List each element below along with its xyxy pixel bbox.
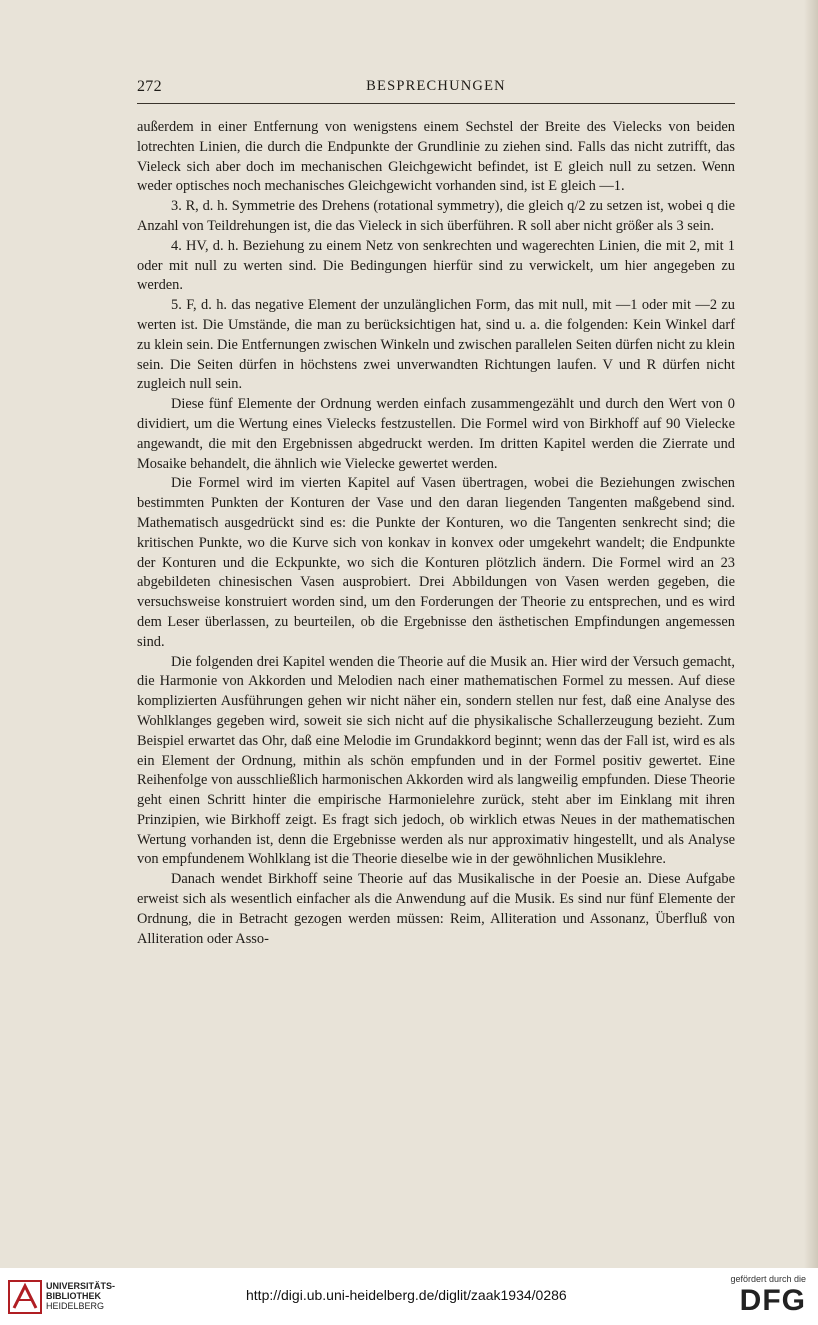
paragraph: Danach wendet Birkhoff seine Theorie auf das Musikalische in der Poesie an. Diese Aufgabe erweist sich als wesentlich einfacher als die Anwendung auf die Musik. Es sind nur fünf Elemente der Ordnung, die in Betracht gezogen werden müssen: Reim, Alliteration und Assonanz, Überfluß von Alliteration oder Asso- (137, 871, 735, 947)
library-line-1: UNIVERSITÄTS- (46, 1281, 116, 1291)
paragraph: 5. F, d. h. das negative Element der unzulänglichen Form, das mit null, mit —1 oder mit —2 zu werten ist. Die Umstände, die man zu berücksichtigen hat, sind u. a. die folgenden: Kein Winkel darf zu klein sein. Die Entfernungen zwischen Winkeln und zwischen parallelen Seiten dürfen nicht zu klein sein. Die Seiten dürfen in höchstens zwei unverwandten Richtungen laufen. V und R dürfen nicht zugleich null sein. (137, 297, 735, 393)
header-rule (137, 103, 735, 104)
page-edge-shadow (804, 0, 818, 1268)
library-logo-icon (8, 1280, 42, 1314)
running-title: BESPRECHUNGEN (366, 78, 506, 94)
paragraph: 4. HV, d. h. Beziehung zu einem Netz von senkrechten und wagerechten Linien, die mit 2, mit 1 oder mit null zu werten sind. Die Bedingungen hierfür sind zu verwickelt, um hier angegeben zu werden. (137, 237, 735, 294)
library-line-3: HEIDELBERG (46, 1301, 105, 1311)
funding-note: gefördert durch die (730, 1274, 806, 1284)
page-number: 272 (137, 78, 162, 95)
funder-block (720, 1274, 806, 1316)
page-header (137, 78, 735, 102)
library-line-2: BIBLIOTHEK (46, 1291, 101, 1301)
viewer-footer (0, 1268, 818, 1325)
permalink[interactable]: http://digi.ub.uni-heidelberg.de/diglit/zaak1934/0286 (246, 1287, 567, 1303)
paragraph: Die Formel wird im vierten Kapitel auf Vasen übertragen, wobei die Beziehungen zwischen bestimmten Punkten der Konturen der Vase und den daran liegenden Tangenten maßgebend sind. Mathematisch ausgedrückt sind es: die Punkte der Konturen, wo die Tangenten senkrecht sind; die kritischen Punkte, wo die Kurve sich von konkav in konvex oder umgekehrt wandelt; die Endpunkte der Konturen und die Eckpunkte, wo sich die Konturen plötzlich ändern. Die Formel wird an 23 abgebildeten chinesischen Vasen ausprobiert. Drei Abbildungen von Vasen werden gegeben, die versuchsweise konstruiert worden sind, um den Forderungen der Theorie zu entsprechen, und es wird dem Leser überlassen, zu beurteilen, ob die Ergebnisse den ästhetischen Empfindungen angemessen sind. (137, 475, 735, 650)
library-name (46, 1281, 115, 1311)
paragraph: außerdem in einer Entfernung von wenigstens einem Sechstel der Breite des Vielecks von beiden lotrechten Linien, die durch die Endpunkte der Grundlinie zu ziehen sind. Falls das nicht zutrifft, das Vieleck sich aber doch im mechanischen Gleichgewicht befindet, ist E gleich null zu setzen. Wenn weder optisches noch mechanisches Gleichgewicht vorhanden sind, ist E gleich —1. (137, 119, 735, 195)
paragraph: Die folgenden drei Kapitel wenden die Theorie auf die Musik an. Hier wird der Versuch gemacht, die Harmonie von Akkorden und Melodien nach einer mathematischen Formel zu messen. Auf diese komplizierten Ausführungen gehen wir nicht näher ein, sondern stellen nur fest, daß eine Analyse des Wohlklanges gegeben wird, soweit sie sich nicht auf die physikalische Schallerzeugung bezieht. Zum Beispiel erwartet das Ohr, daß eine Melodie im Grundakkord beginnt; wenn das der Fall ist, wird es als ein Element der Ordnung, mithin als schön empfunden und in der Formel positiv gewertet. Eine Reihenfolge von ausschließlich harmonischen Akkorden wird als langweilig empfunden. Diese Theorie geht einen Schritt hinter die empirische Harmonielehre zurück, steht aber im Einklang mit ihren Prinzipien, wie Birkhoff zeigt. Es fragt sich jedoch, ob wirklich etwas Neues in der mathematischen Wertung vorhanden ist, denn die Ergebnisse werden als nur approximativ hingestellt, und als Analyse von empfundenem Wohlklang ist die Theorie dieselbe wie in der gewöhnlichen Musiklehre. (137, 653, 735, 868)
paragraph: Diese fünf Elemente der Ordnung werden einfach zusammengezählt und durch den Wert von 0 dividiert, um die Wertung eines Vielecks festzustellen. Die Formel wird von Birkhoff auf 90 Vielecke angewandt, die mit den Ergebnissen abgedruckt werden. Im dritten Kapitel werden die Zierrate und Mosaike behandelt, die ähnlich wie Vielecke gewertet werden. (137, 396, 735, 472)
dfg-logo: DFG (739, 1284, 806, 1317)
paragraph: 3. R, d. h. Symmetrie des Drehens (rotational symmetry), die gleich q/2 zu setzen ist, wobei q die Anzahl von Teildrehungen ist, die das Vieleck in sich überführen. R soll aber nicht größer als 3 sein. (137, 198, 735, 234)
article-body (137, 118, 735, 949)
